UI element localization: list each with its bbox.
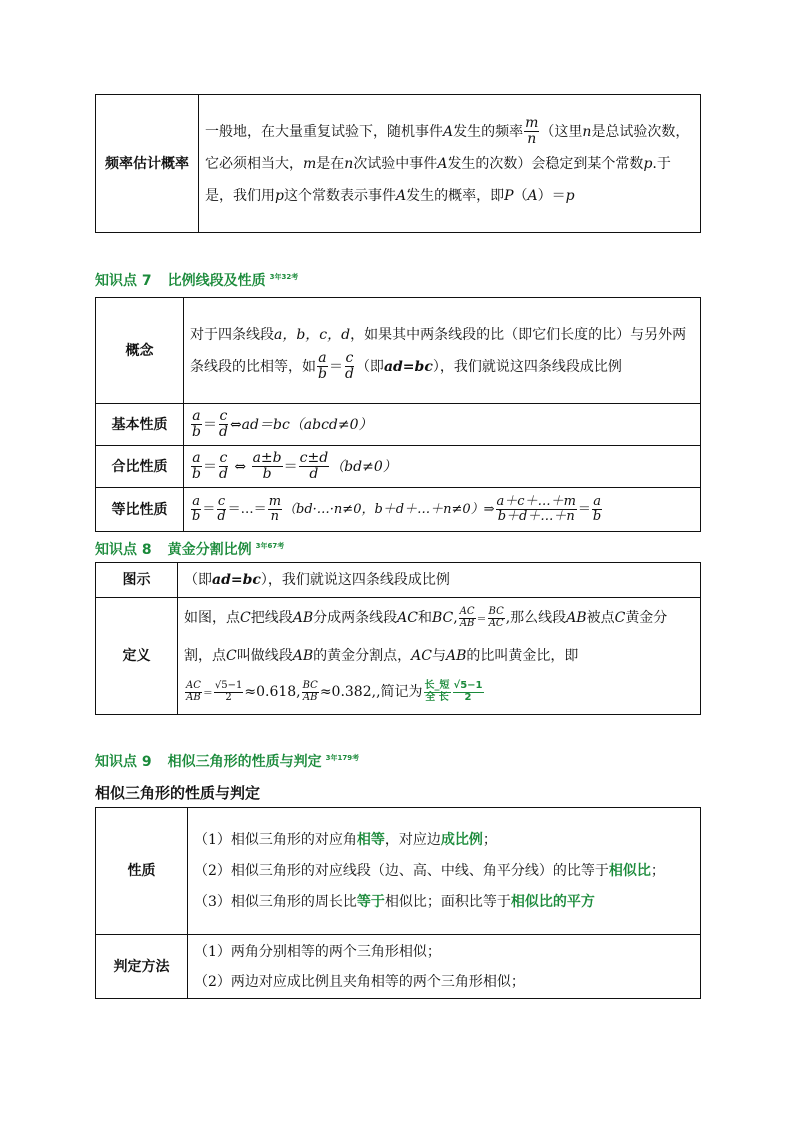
property-label: 性质 [96, 808, 188, 935]
proportion-table [95, 297, 701, 532]
freq-label: 频率估计概率 [96, 95, 199, 233]
golden-ratio-table [95, 562, 701, 715]
property-1: （1）相似三角形的对应角相等，对应边成比例； [194, 831, 497, 848]
componendo-formula: $\frac{a}{b}$ ＝ $\frac{c}{d}$ ⇔ $\frac{a\pm b}{b}$ ＝ $\frac{c\pm d}{d}$ （bd≠0） [184, 446, 701, 488]
concept-label: 概念 [96, 298, 184, 404]
knowledge-point-9-heading: 知识点 9 相似三角形的性质与判定 $^{3年179考}$ [95, 754, 360, 770]
knowledge-point-8-heading: 知识点 8 黄金分割比例 $^{3年67考}$ [95, 542, 285, 558]
frequency-table [95, 94, 701, 233]
diagram-text: （即ad=bc），我们就说这四条线段成比例 [178, 563, 701, 598]
properties-list [188, 808, 701, 935]
m-over-n-fraction: $\frac{m}{n}$ [525, 115, 539, 147]
basic-property-formula: $\frac{a}{b}$ ＝ $\frac{c}{d}$ ⇔ad＝bc（abcd≠0） [184, 404, 701, 446]
componendo-label: 合比性质 [96, 446, 184, 488]
definition-label: 定义 [96, 598, 178, 715]
golden-definition: 如图，点C把线段AB分成两条线段AC和BC, $\frac{AC}{AB}$ ＝ $\frac{BC}{AC}$ ,那么线段AB被点C黄金分割，点C叫做线段AB的黄金分割点，AC与AB的比叫黄金比，即 $\frac{AC}{AB}$ ＝ $\frac{√5-1}{2}$ ≈0.618, $\frac{BC}{AB}$ ≈0.382,,简记为 $\frac{\text{长\_短}}{\text{全 长}}$ $\frac{√5-1}{2}$ [178, 598, 701, 715]
equal-ratio-formula: $\frac{a}{b}$ ＝ $\frac{c}{d}$ ＝…＝ $\frac{m}{n}$ （bd·…·n≠0，b＋d＋…＋n≠0）⇒ $\frac{a+c+\dots+m}{b+d+\dots+n}$ ＝ $\frac{a}{b}$ [184, 488, 701, 532]
criterion-1: （1）两角分别相等的两个三角形相似； [194, 943, 441, 960]
similar-triangles-subheading: 相似三角形的性质与判定 [95, 784, 261, 802]
freq-definition: 一般地，在大量重复试验下，随机事件A发生的频率 $\frac{m}{n}$ （这里n是总试验次数，它必须相当大，m是在n次试验中事件A发生的次数）会稳定到某个常数p.于是，我们用p这个常数表示事件A发生的概率，即P（A）＝p [199, 95, 701, 233]
criteria-list [188, 935, 701, 999]
criterion-2: （2）两边对应成比例且夹角相等的两个三角形相似； [194, 973, 525, 990]
similar-triangles-table [95, 807, 701, 999]
knowledge-point-7-heading: 知识点 7 比例线段及性质 $^{3年32考}$ [95, 273, 299, 289]
concept-definition: 对于四条线段a，b，c，d，如果其中两条线段的比（即它们长度的比）与另外两条线段的比相等，如 $\frac{a}{b}$ ＝ $\frac{c}{d}$ （即ad=bc），我们就说这四条线段成比例 [184, 298, 701, 404]
property-2: （2）相似三角形的对应线段（边、高、中线、角平分线）的比等于相似比； [194, 862, 665, 879]
property-3: （3）相似三角形的周长比等于相似比；面积比等于相似比的平方 [194, 893, 595, 910]
diagram-label: 图示 [96, 563, 178, 598]
equal-ratio-label: 等比性质 [96, 488, 184, 532]
basic-property-label: 基本性质 [96, 404, 184, 446]
criteria-label: 判定方法 [96, 935, 188, 999]
